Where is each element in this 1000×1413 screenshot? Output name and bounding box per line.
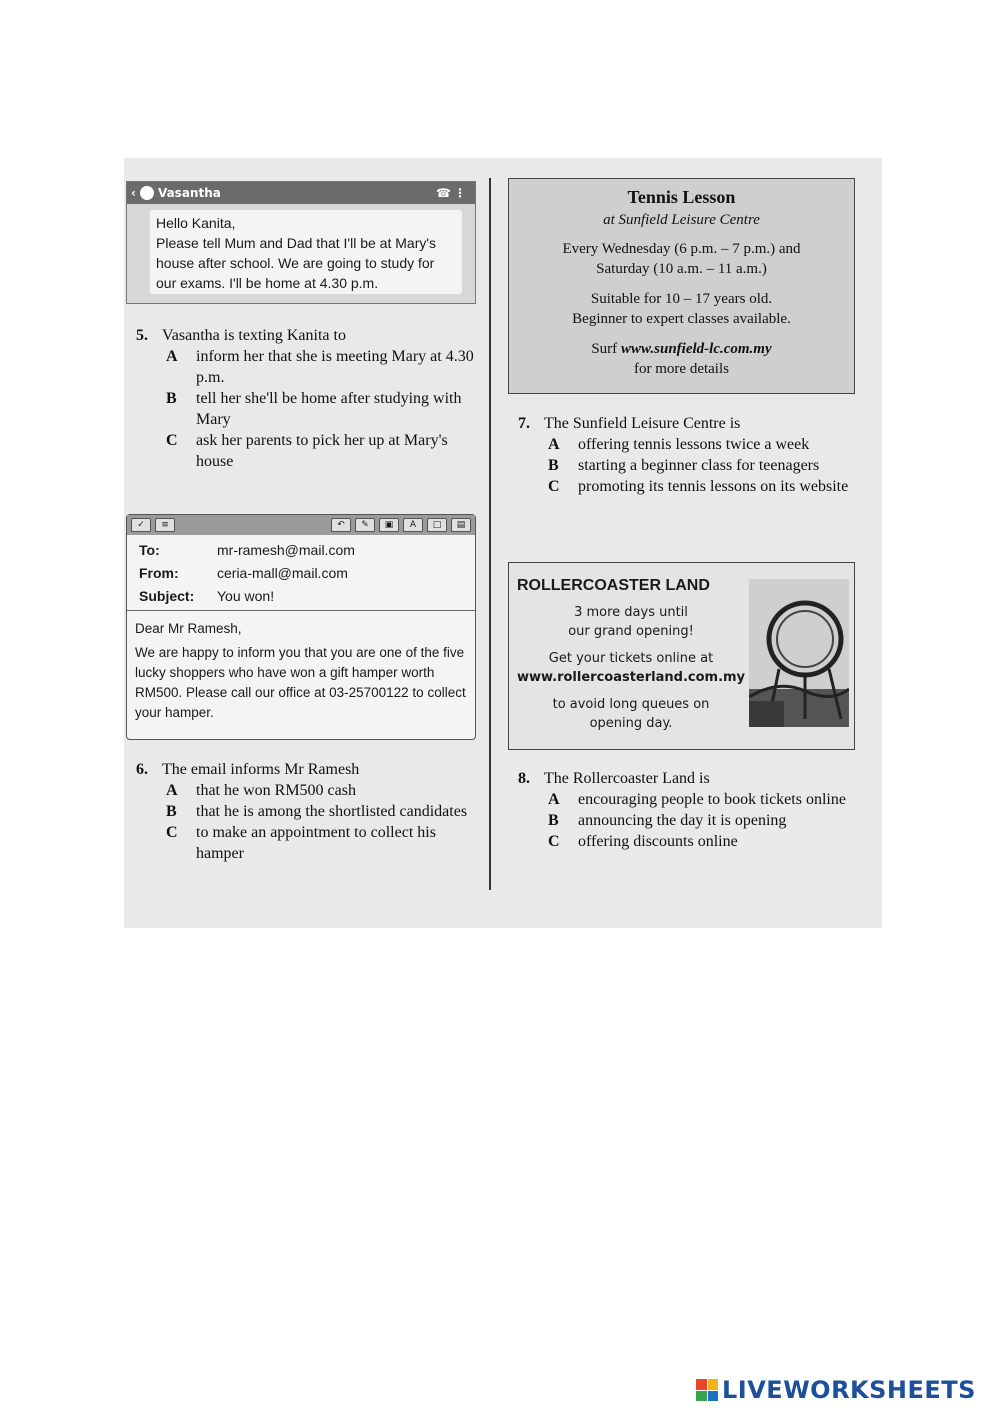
column-divider (489, 178, 491, 890)
tennis-schedule-2: Saturday (10 a.m. – 11 a.m.) (596, 261, 767, 277)
option-a[interactable]: A encouraging people to book tickets online (548, 791, 846, 808)
option-a[interactable]: A inform her that she is meeting Mary at 4.30 p.m. (166, 348, 474, 386)
sms-bubble (150, 210, 462, 294)
question-number: 7. (518, 415, 530, 432)
reply-icon[interactable]: ↶ (331, 518, 351, 532)
send-icon[interactable]: ✓ (131, 518, 151, 532)
option-b[interactable]: B starting a beginner class for teenagers (548, 457, 820, 474)
question-6 (136, 759, 476, 864)
tennis-subtitle: at Sunfield Leisure Centre (603, 212, 760, 228)
email-header (127, 535, 475, 611)
subject-field: You won! (217, 588, 275, 604)
question-stem: Vasantha is texting Kanita to (162, 327, 346, 344)
email-toolbar (127, 515, 475, 535)
option-b[interactable]: B tell her she'll be home after studying with Mary (166, 390, 462, 428)
email-salutation: Dear Mr Ramesh, (135, 621, 242, 636)
question-5 (136, 325, 476, 472)
option-c[interactable]: C to make an appointment to collect his hamper (166, 824, 436, 862)
question-number: 6. (136, 761, 148, 778)
option-a[interactable]: A offering tennis lessons twice a week (548, 436, 810, 453)
option-b[interactable]: B that he is among the shortlisted candidates (166, 803, 468, 820)
rollercoaster-image (749, 579, 849, 727)
roller-url: www.rollercoasterland.com.my (516, 670, 746, 685)
question-8 (518, 768, 860, 852)
tennis-details: for more details (634, 361, 729, 377)
from-field: ceria-mall@mail.com (217, 565, 348, 581)
tennis-advert (508, 178, 855, 394)
roller-line-4: to avoid long queues on (552, 697, 710, 712)
option-c[interactable]: C promoting its tennis lessons on its website (548, 478, 849, 495)
from-label: From: (139, 565, 179, 581)
print-icon[interactable]: ▤ (451, 518, 471, 532)
question-stem: The Rollercoaster Land is (544, 770, 710, 787)
to-field: mr-ramesh@mail.com (217, 542, 355, 558)
roller-title: ROLLERCOASTER LAND (517, 577, 710, 594)
text-icon[interactable]: A (403, 518, 423, 532)
sms-contact: Vasantha (157, 186, 221, 200)
tennis-suitable-2: Beginner to expert classes available. (572, 311, 791, 327)
roller-line-1: 3 more days until (574, 605, 688, 620)
avatar (140, 186, 154, 200)
phone-icon: ☎⋮ (436, 186, 469, 200)
attach-icon[interactable]: ✎ (355, 518, 375, 532)
tennis-url: www.sunfield-lc.com.my (620, 341, 772, 357)
roller-line-3: Get your tickets online at (548, 651, 714, 666)
logo-icon (696, 1379, 718, 1401)
back-icon: ‹ (131, 186, 136, 200)
roller-text (515, 603, 747, 733)
tennis-surf-label: Surf (591, 341, 618, 357)
option-c[interactable]: C offering discounts online (548, 833, 738, 850)
email-body (127, 611, 475, 723)
question-stem: The email informs Mr Ramesh (162, 761, 360, 778)
menu-icon[interactable]: ≡ (155, 518, 175, 532)
question-7 (518, 413, 860, 497)
sms-header (127, 182, 475, 204)
rollercoaster-advert (508, 562, 855, 750)
tennis-title: Tennis Lesson (627, 187, 736, 207)
to-label: To: (139, 542, 160, 558)
tennis-suitable-1: Suitable for 10 – 17 years old. (590, 291, 773, 307)
sms-text: Please tell Mum and Dad that I'll be at Mary's house after school. We are going to study for our exams. I'll be home at 4.30 p.m. (156, 235, 437, 291)
roller-line-2: our grand opening! (568, 624, 694, 639)
email-window (126, 514, 476, 740)
image-icon[interactable]: ▣ (379, 518, 399, 532)
subject-label: Subject: (139, 588, 195, 604)
option-a[interactable]: A that he won RM500 cash (166, 782, 356, 799)
question-number: 5. (136, 327, 148, 344)
option-b[interactable]: B announcing the day it is opening (548, 812, 787, 829)
email-text: We are happy to inform you that you are one of the five lucky shoppers who have won a gift hamper worth RM500. Please call our office at 03-25700122 to collect your hamper. (135, 645, 466, 720)
sms-message (126, 181, 476, 304)
sms-greeting: Hello Kanita, (156, 215, 236, 231)
tennis-surf-line (509, 339, 854, 359)
logo-text: LIVEWORKSHEETS (722, 1376, 976, 1404)
tennis-schedule-1: Every Wednesday (6 p.m. – 7 p.m.) and (562, 241, 801, 257)
roller-line-5: opening day. (589, 716, 673, 731)
liveworksheets-logo[interactable] (696, 1376, 976, 1404)
question-stem: The Sunfield Leisure Centre is (544, 415, 741, 432)
window-icon[interactable]: □ (427, 518, 447, 532)
option-c[interactable]: C ask her parents to pick her up at Mary's house (166, 432, 448, 470)
question-number: 8. (518, 770, 530, 787)
